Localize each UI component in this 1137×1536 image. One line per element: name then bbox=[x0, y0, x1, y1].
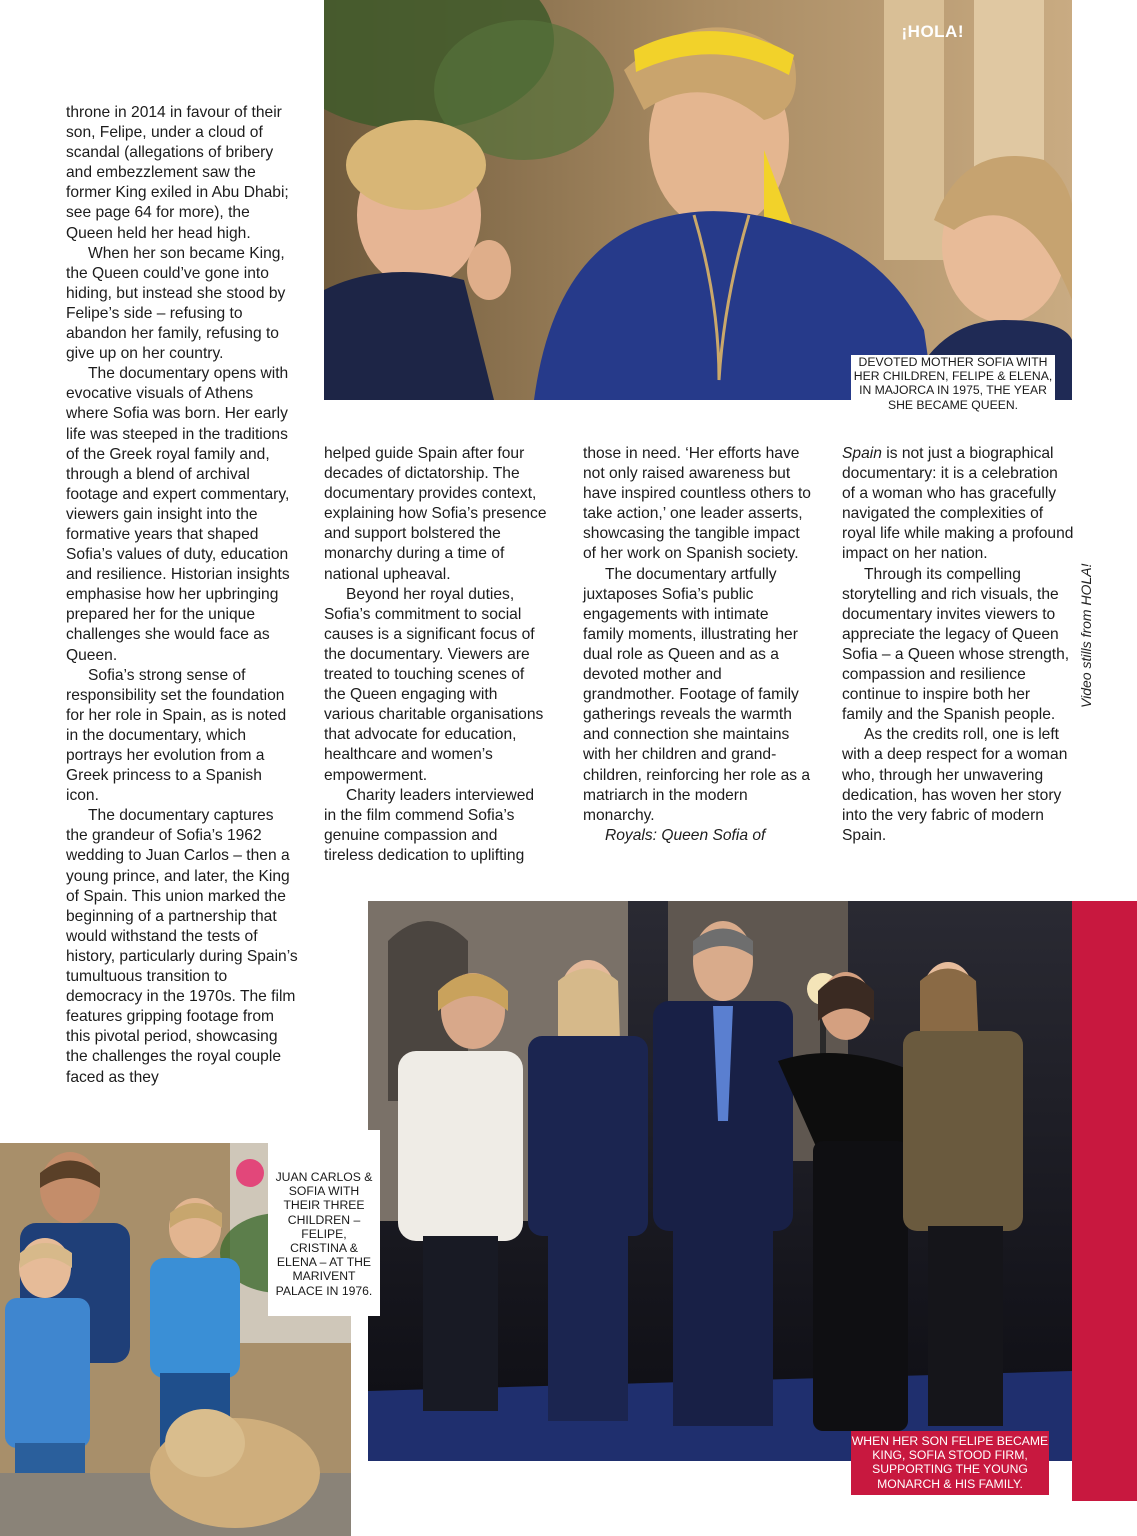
accent-bar bbox=[1072, 901, 1137, 1501]
col2-paragraph: Beyond her royal duties, Sofia’s commitment to social causes is a significant focus of the documentary. Viewers are treated to touching scenes of the Queen engaging with various charitable organisations that advocate for education, healthcare and women’s empowerment. bbox=[324, 585, 544, 784]
photo-majorca-illustration bbox=[324, 0, 1072, 400]
caption-majorca-photo: DEVOTED MOTHER SOFIA WITH HER CHILDREN, FELIPE & ELENA, IN MAJORCA IN 1975, THE YEAR SHE BECAME QUEEN. bbox=[851, 355, 1055, 414]
photo-credit: Video stills from HOLA! bbox=[1078, 563, 1094, 708]
col1-paragraph: The documentary captures the grandeur of Sofia’s 1962 wedding to Juan Carlos – then a young prince, and later, the King of Spain. This union marked the beginning of a partnership that would withstand the tests of history, particularly during Spain’s tumultuous transition to democracy in the 1970s. The film features gripping footage from this pivotal period, showcasing the challenges the royal couple faced as they bbox=[66, 807, 298, 1086]
col1-paragraph: throne in 2014 in favour of their son, Felipe, under a cloud of scandal (allegations of bribery and embezzlement saw the former King exiled in Abu Dhabi; see page 64 for more), the Queen held her head high. bbox=[66, 104, 289, 242]
col1-paragraph: Sofia’s strong sense of responsibility set the foundation for her role in Spain, as is noted in the documentary, which portrays her evolution from a Greek princess to a Spanish icon. bbox=[66, 666, 287, 805]
col3-paragraph: The documentary artfully juxtaposes Sofia’s public engagements with intimate family moments, illustrating her dual role as Queen and as a devoted mother and grandmother. Footage of family gatherings reveals the warmth and connection she maintains with her children and grand-children, reinforcing her role as a matriarch in the modern monarchy. bbox=[583, 565, 811, 824]
photo-majorca-1975 bbox=[324, 0, 1072, 400]
caption-marivent-photo: JUAN CARLOS & SOFIA WITH THEIR THREE CHILDREN – FELIPE, CRISTINA & ELENA – AT THE MARIVENT PALACE IN 1976. bbox=[268, 1130, 380, 1316]
documentary-title: Royals: Queen Sofia of bbox=[605, 826, 766, 844]
col3-paragraph: those in need. ‘Her efforts have not only raised awareness but have inspired countless others to take action,’ one leader asserts, showcasing the tangible impact of her work on Spanish society. bbox=[583, 445, 811, 563]
col4-paragraph bbox=[842, 444, 1074, 565]
col2-paragraph: helped guide Spain after four decades of dictatorship. The documentary provides context, explaining how Sofia’s presence and support bolstered the monarchy during a time of national upheaval. bbox=[324, 445, 547, 583]
hola-masthead: ¡HOLA! bbox=[901, 22, 964, 41]
article-column-3 bbox=[583, 444, 813, 846]
col4-paragraph: Through its compelling storytelling and rich visuals, the documentary invites viewers to appreciate the legacy of Queen Sofia – a Queen whose strength, compassion and resilience continue to inspire both her family and the Spanish people. bbox=[842, 565, 1070, 724]
col4-text: is not just a biographical documentary: it is a celebration of a woman who has gracefully navigated the complexities of royal life while making a profound impact on her nation. bbox=[842, 445, 1074, 563]
photo-royal-family bbox=[368, 901, 1072, 1461]
caption-royal-family-photo: WHEN HER SON FELIPE BECAME KING, SOFIA STOOD FIRM, SUPPORTING THE YOUNG MONARCH & HIS FAMILY. bbox=[851, 1431, 1049, 1495]
article-column-2 bbox=[324, 444, 550, 866]
article-column-1 bbox=[66, 103, 299, 1088]
col1-paragraph: When her son became King, the Queen could’ve gone into hiding, but instead she stood by Felipe’s side – refusing to abandon her family, refusing to give up on her country. bbox=[66, 244, 286, 363]
col4-paragraph: As the credits roll, one is left with a deep respect for a woman who, through her unwavering dedication, has woven her story into the very fabric of modern Spain. bbox=[842, 726, 1068, 844]
article-column-4 bbox=[842, 444, 1074, 846]
documentary-title-cont: Spain bbox=[842, 445, 882, 462]
col2-paragraph: Charity leaders interviewed in the film commend Sofia’s genuine compassion and tireless dedication to uplifting bbox=[324, 786, 535, 864]
col1-paragraph: The documentary opens with evocative visuals of Athens where Sofia was born. Her early life was steeped in the traditions of the Greek royal family and, through a blend of archival footage and expert commentary, viewers gain insight into the formative years that shaped Sofia’s values of duty, education and resilience. Historian insights emphasise how her upbringing prepared her for the unique challenges she would face as Queen. bbox=[66, 365, 290, 664]
royal-family-illustration bbox=[368, 901, 1072, 1461]
